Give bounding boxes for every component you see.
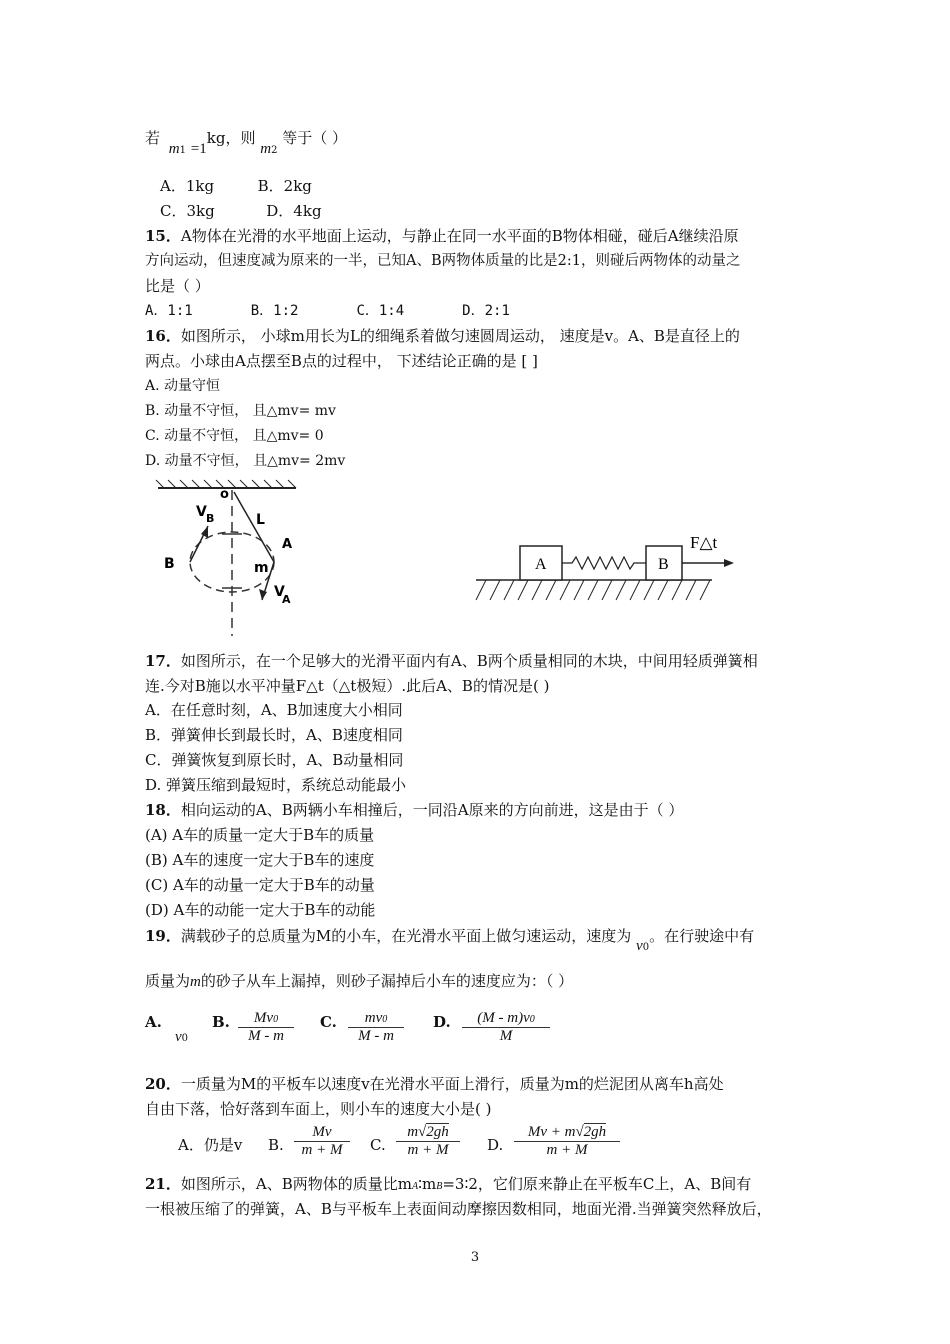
q19-opt-a-value [175, 1026, 188, 1049]
q20-c-rad: 2gh [426, 1124, 449, 1140]
q16-text1: 如图所示， 小球m用长为L的细绳系着做匀速圆周运动， 速度是v。A、B是直径上的 [180, 327, 740, 345]
q19-line2 [145, 971, 573, 992]
q20-line2: 自由下落，恰好落到车面上，则小车的速度大小是( ) [145, 1100, 492, 1118]
fig2-force: F△t [690, 533, 718, 552]
q19-opt-b-fraction [238, 1010, 294, 1045]
q18-opt-a: (A) A车的质量一定大于B车的质量 [145, 826, 375, 844]
q14-opt-b: B．2kg [257, 177, 312, 195]
q18-text1: 相向运动的A、B两辆小车相撞后，一同沿A原来的方向前进，这是由于（ ） [180, 801, 684, 819]
fig1-B: B [164, 556, 175, 572]
q21-line2: 一根被压缩了的弹簧，A、B与平板车上表面间动摩擦因数相同，地面光滑.当弹簧突然释放后， [145, 1200, 772, 1218]
q15-number: 15． [145, 227, 181, 245]
q17-opt-c: C．弹簧恢复到原长时，A、B动量相同 [145, 751, 404, 769]
q20-d-num-pre: Mv + m [527, 1124, 576, 1140]
q14-m1: m [168, 141, 180, 157]
q14-m2-sub: 2 [271, 145, 278, 156]
fig1-vb: V [196, 504, 207, 520]
q20-opt-b-fraction [294, 1124, 350, 1159]
q19-number: 19． [145, 927, 181, 945]
q19-c-num: mv [364, 1010, 383, 1026]
q19-c-num-sub: 0 [382, 1014, 388, 1025]
q15-line2: 方向运动，但速度减为原来的一半，已知A、B两物体质量的比是2:1，则碰后两物体的动量之 [145, 253, 741, 269]
q21-colon: ∶m [418, 1175, 437, 1193]
q19-text2-tail: 的砂子从车上漏掉，则砂子漏掉后小车的速度应为：（ ） [200, 972, 574, 990]
q20-d-den: m + M [546, 1142, 588, 1158]
fig2-B: B [658, 556, 669, 573]
q17-line2: 连.今对B施以水平冲量F△t（△t极短）.此后A、B的情况是( ) [145, 677, 550, 695]
q14-opt-c: C．3kg [160, 202, 215, 220]
q19-text2: 质量为 [145, 972, 191, 990]
q16-opt-b: B. 动量不守恒， 且△mv= mv [145, 403, 336, 419]
q19-b-num: Mv [253, 1010, 274, 1026]
q20-b-den: m + M [301, 1142, 343, 1158]
q19-c-den: M - m [358, 1028, 394, 1044]
q19-opt-c-fraction [348, 1010, 404, 1045]
q17-opt-a: A．在任意时刻，A、B加速度大小相同 [145, 701, 403, 719]
fig2-A: A [535, 556, 547, 573]
q15-text1: A物体在光滑的水平地面上运动，与静止在同一水平面的B物体相碰，碰后A继续沿原 [180, 227, 739, 245]
q14-options-cd [160, 201, 322, 221]
fig1-L: L [256, 512, 265, 528]
q19-m: m [190, 974, 201, 990]
q20-number: 20． [145, 1075, 181, 1093]
q16-opt-d: D. 动量不守恒， 且△mv= 2mv [145, 453, 346, 469]
q21-sub-a: A [411, 1181, 419, 1192]
q19-d-num: (M - m)v [477, 1010, 530, 1026]
q20-opt-c-fraction [396, 1124, 460, 1159]
q19-text1-tail: 。在行驶途中有 [649, 927, 755, 945]
sqrt-icon: √ [575, 1124, 584, 1140]
q14-kg-then: kg，则 [206, 129, 256, 147]
q20-d-rad: 2gh [583, 1124, 607, 1140]
q17-line1 [145, 651, 758, 671]
q15-line1 [145, 226, 739, 246]
q19-label-b: B. [212, 1013, 230, 1031]
q15-opt-a: A．1:1 [145, 303, 193, 319]
q18-number: 18． [145, 801, 181, 819]
q14-m1-sub: 1 [179, 145, 187, 156]
q14-tail: 等于（ ） [282, 129, 348, 147]
q14-opt-d: D．4kg [266, 202, 322, 220]
q20-c-num-pre: m [407, 1124, 419, 1140]
sqrt-icon: √ [418, 1124, 427, 1140]
q19-label-d: D. [433, 1013, 451, 1031]
fig1-m: m [254, 560, 269, 576]
q14-if: 若 [145, 129, 161, 147]
q18-opt-b: (B) A车的速度一定大于B车的速度 [145, 851, 375, 869]
q14-opt-a: A．1kg [160, 177, 215, 195]
q14-m2: m [260, 141, 272, 157]
q19-v0-sub: 0 [642, 942, 650, 953]
fig1-o: o [220, 487, 229, 502]
q19-label-a: A. [145, 1013, 162, 1031]
q20-label-b: B. [268, 1136, 284, 1154]
page-number: 3 [470, 1250, 480, 1265]
q20-c-den: m + M [407, 1142, 449, 1158]
q15-opt-b: B．1:2 [250, 303, 299, 319]
q19-b-num-sub: 0 [273, 1014, 279, 1025]
q16-opt-a: A. 动量守恒 [145, 378, 221, 394]
q20-text1: 一质量为M的平板车以速度v在光滑水平面上滑行，质量为m的烂泥团从离车h高处 [180, 1075, 724, 1093]
q14-options-ab [160, 176, 312, 196]
q20-label-c: C. [370, 1136, 386, 1154]
figure-spring-blocks [472, 528, 742, 606]
q19-v0: v [636, 938, 643, 954]
q21-number: 21． [145, 1175, 181, 1193]
fig1-va-sub: A [282, 593, 291, 606]
q19-b-den: M - m [248, 1028, 284, 1044]
fig1-vb-sub: B [206, 512, 215, 525]
q18-line1 [145, 800, 683, 820]
q16-line1 [145, 326, 740, 346]
q15-opt-d: D．2:1 [462, 303, 510, 319]
q16-line2: 两点。小球由A点摆至B点的过程中， 下述结论正确的是 [ ] [145, 352, 538, 370]
q19-opt-d-fraction [462, 1010, 550, 1045]
q20-b-num: Mv [294, 1124, 350, 1142]
q19-a-v: v [175, 1029, 182, 1045]
q20-line1 [145, 1074, 724, 1094]
fig1-va: V [274, 584, 285, 600]
q14-stem [145, 128, 348, 157]
q17-text1: 如图所示，在一个足够大的光滑平面内有A、B两个质量相同的木块，中间用轻质弹簧相 [180, 652, 758, 670]
q17-opt-d: D. 弹簧压缩到最短时，系统总动能最小 [145, 776, 407, 794]
q18-opt-c: (C) A车的动量一定大于B车的动量 [145, 876, 375, 894]
q20-opt-d-fraction [514, 1124, 620, 1159]
q19-d-num-sub: 0 [529, 1014, 535, 1025]
spring [562, 557, 646, 569]
q20-label-d: D. [487, 1136, 504, 1154]
q14-eq: =1 [190, 141, 207, 157]
fig1-A: A [282, 537, 293, 552]
q15-options [145, 301, 510, 321]
q16-number: 16． [145, 327, 181, 345]
q21-text1: 如图所示，A、B两物体的质量比m [180, 1175, 412, 1193]
q19-text1: 满载砂子的总质量为M的小车，在光滑水平面上做匀速运动，速度为 [180, 927, 632, 945]
q21-line1 [145, 1174, 751, 1197]
q19-d-den: M [499, 1028, 513, 1044]
q20-opt-a: A．仍是v [178, 1136, 243, 1154]
q17-opt-b: B．弹簧伸长到最长时，A、B速度相同 [145, 726, 403, 744]
q21-text1-tail: =3∶2，它们原来静止在平板车C上，A、B间有 [442, 1175, 752, 1193]
q19-a-v-sub: 0 [181, 1033, 189, 1044]
q15-opt-c: C．1:4 [356, 303, 405, 319]
figure-circular-motion [150, 476, 310, 641]
q19-label-c: C. [320, 1013, 337, 1031]
q15-line3: 比是（ ） [145, 277, 210, 295]
q21-sub-b: B [436, 1181, 443, 1192]
q17-number: 17． [145, 652, 181, 670]
q18-opt-d: (D) A车的动能一定大于B车的动能 [145, 901, 376, 919]
q19-line1 [145, 926, 755, 954]
q16-opt-c: C. 动量不守恒， 且△mv= 0 [145, 428, 324, 444]
